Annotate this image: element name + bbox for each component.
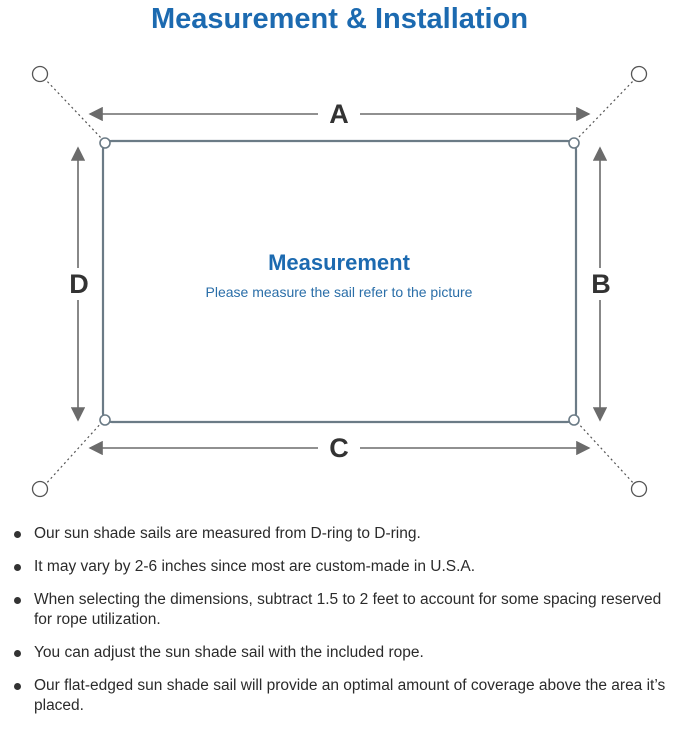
d-ring [100, 138, 110, 148]
sail-shape [103, 141, 576, 422]
measurement-diagram [0, 48, 679, 518]
d-ring [569, 415, 579, 425]
notes-list [0, 524, 679, 729]
note-text: When selecting the dimensions, subtract 1.5 to 2 feet to account for some spacing reserved for rope utilization. [34, 591, 662, 628]
list-item [0, 643, 679, 663]
note-text: Our sun shade sails are measured from D-ring to D-ring. [34, 525, 421, 542]
page-title: Measurement & Installation [150, 3, 529, 35]
sail-subtitle: Please measure the sail refer to the picture [205, 284, 473, 300]
bullet-icon [14, 597, 21, 604]
bullet-icon [14, 531, 21, 538]
note-text: Our flat-edged sun shade sail will provide an optimal amount of coverage above the area it’s placed. [34, 677, 666, 714]
label-a: A [329, 99, 349, 129]
label-b: B [591, 269, 611, 299]
list-item [0, 524, 679, 544]
anchor-ring [33, 67, 48, 82]
bullet-icon [14, 564, 21, 571]
sail-title: Measurement [268, 250, 410, 275]
bullet-icon [14, 650, 21, 657]
anchor-ring [632, 482, 647, 497]
bullet-icon [14, 683, 21, 690]
list-item [0, 590, 679, 630]
list-item [0, 676, 679, 716]
anchor-ring [632, 67, 647, 82]
anchor-ring [33, 482, 48, 497]
note-text: It may vary by 2-6 inches since most are custom-made in U.S.A. [34, 558, 476, 575]
d-ring [569, 138, 579, 148]
label-c: C [329, 433, 349, 463]
d-ring [100, 415, 110, 425]
note-text: You can adjust the sun shade sail with the included rope. [34, 644, 424, 661]
list-item [0, 557, 679, 577]
label-d: D [69, 269, 89, 299]
